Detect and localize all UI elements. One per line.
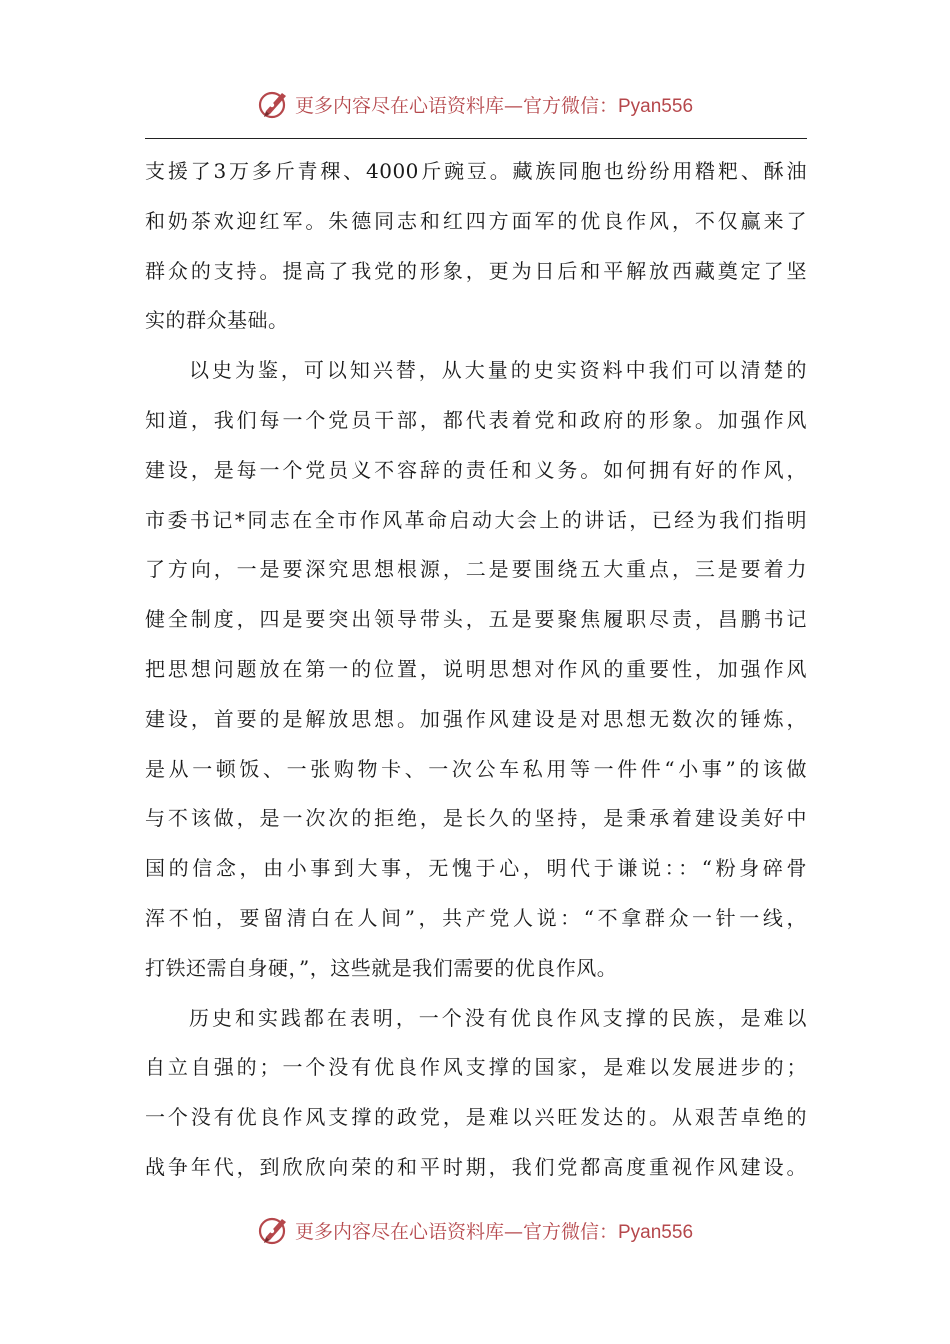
text-line: 知道，我们每一个党员干部，都代表着党和政府的形象。加强作风 — [145, 407, 807, 432]
header-banner-text: 更多内容尽在心语资料库—官方微信：Pyan556 — [294, 94, 694, 117]
text-line: 支援了3万多斤青稞、4000斤豌豆。藏族同胞也纷纷用糌粑、酥油 — [145, 159, 807, 183]
text-line: 市委书记*同志在全市作风革命启动大会上的讲话，已经为我们指明 — [145, 507, 807, 532]
text-line: 是从一顿饭、一张购物卡、一次公车私用等一件件“小事”的该做 — [145, 756, 807, 781]
text-line: 群众的支持。提高了我党的形象，更为日后和平解放西藏奠定了坚 — [145, 258, 807, 283]
text-line: 健全制度，四是要突出领导带头，五是要聚焦履职尽责，昌鹏书记 — [145, 607, 807, 632]
header-banner — [0, 82, 950, 126]
paragraph-start-line: 历史和实践都在表明，一个没有优良作风支撑的民族，是难以 — [189, 1005, 807, 1030]
text-line: 和奶茶欢迎红军。朱德同志和红四方面军的优良作风，不仅赢来了 — [145, 208, 807, 233]
text-line: 与不该做，是一次次的拒绝，是长久的坚持，是秉承着建设美好中 — [145, 806, 807, 831]
header-divider — [145, 138, 807, 139]
text-line: 一个没有优良作风支撑的政党，是难以兴旺发达的。从艰苦卓绝的 — [145, 1105, 807, 1130]
text-line: 浑不怕，要留清白在人间”，共产党人说：“不拿群众一针一线， — [145, 905, 807, 930]
paragraph-start-line: 以史为鉴，可以知兴替，从大量的史实资料中我们可以清楚的 — [189, 358, 807, 383]
text-line: 把思想问题放在第一的位置，说明思想对作风的重要性，加强作风 — [145, 656, 807, 681]
text-line: 建设，是每一个党员义不容辞的责任和义务。如何拥有好的作风， — [145, 457, 807, 482]
document-body — [145, 147, 807, 1193]
text-line: 建设，首要的是解放思想。加强作风建设是对思想无数次的锤炼， — [145, 706, 807, 731]
footer-banner — [0, 1208, 950, 1252]
pen-logo-icon — [257, 87, 291, 121]
pen-logo-icon — [257, 1213, 291, 1247]
text-line: 实的群众基础。 — [145, 308, 289, 333]
text-line: 战争年代，到欣欣向荣的和平时期，我们党都高度重视作风建设。 — [145, 1154, 807, 1179]
text-line: 国的信念，由小事到大事，无愧于心，明代于谦说：：“粉身碎骨 — [145, 856, 807, 881]
text-line: 自立自强的；一个没有优良作风支撑的国家，是难以发展进步的； — [145, 1055, 807, 1080]
footer-banner-text: 更多内容尽在心语资料库—官方微信：Pyan556 — [294, 1220, 694, 1243]
text-line: 打铁还需自身硬，”，这些就是我们需要的优良作风。 — [145, 955, 618, 980]
text-line: 了方向，一是要深究思想根源，二是要围绕五大重点，三是要着力 — [145, 557, 807, 582]
